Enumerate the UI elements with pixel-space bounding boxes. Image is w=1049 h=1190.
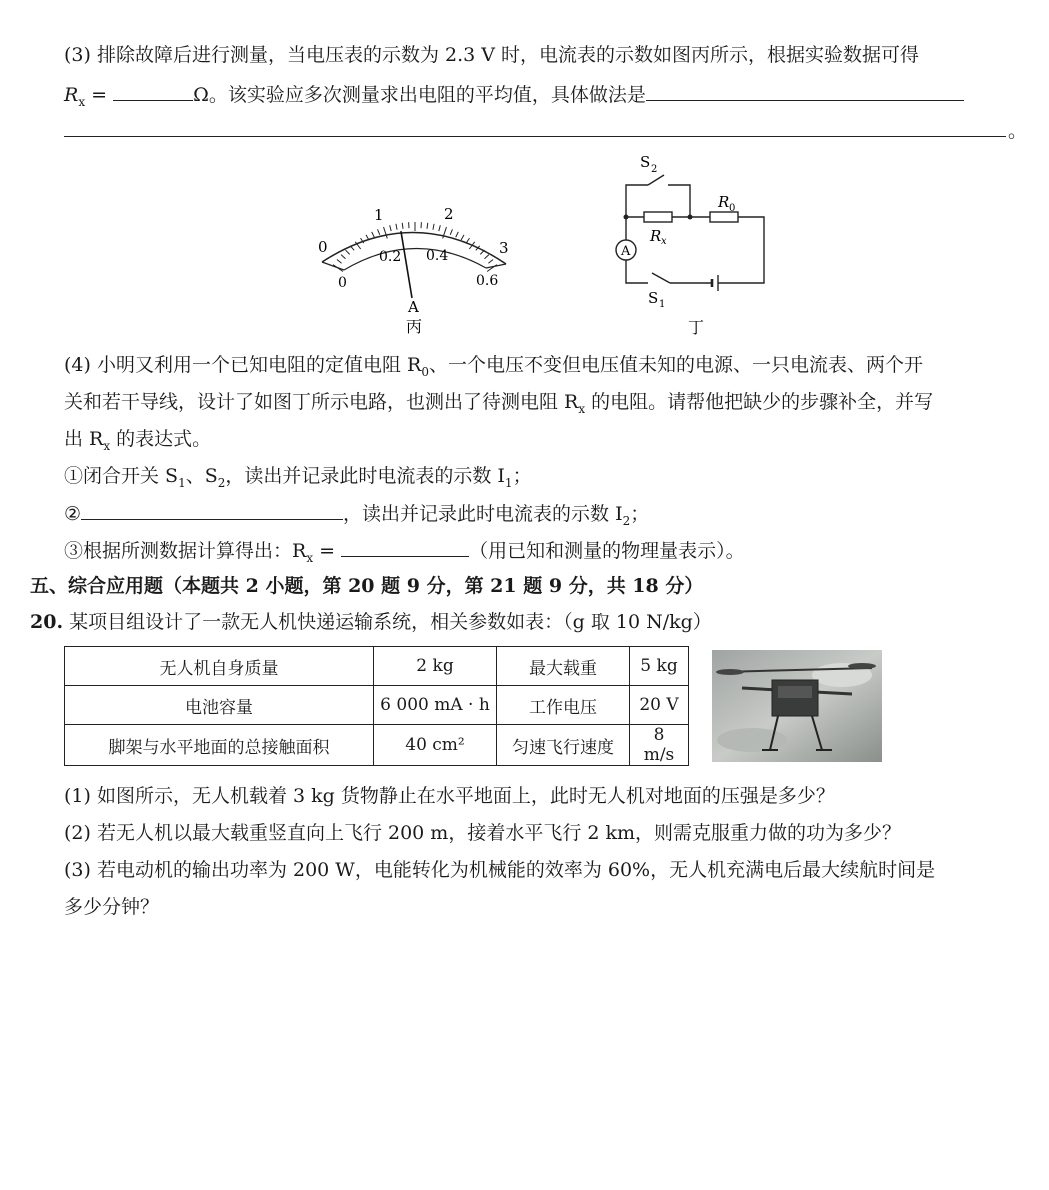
- q3-unit-text: Ω。该实验应多次测量求出电阻的平均值，具体做法是: [193, 84, 646, 106]
- r0-sub: 0: [729, 203, 736, 214]
- ammeter-tick: [433, 224, 434, 230]
- ammeter-unit: A: [408, 298, 419, 316]
- equals: =: [85, 84, 114, 106]
- rx-subscript: x: [78, 94, 86, 109]
- q20-stem: 20. 某项目组设计了一款无人机快递运输系统，相关参数如表：（g 取 10 N/kg）: [30, 611, 712, 633]
- rx-answer-blank[interactable]: [113, 80, 193, 101]
- q4-step2: ② ，读出并记录此时电流表的示数 $I_2$；: [64, 499, 649, 534]
- table-cell: 40 cm²: [374, 725, 497, 766]
- method-answer-blank-line2[interactable]: [64, 136, 1006, 137]
- top-scale-0: 0: [318, 238, 328, 256]
- ammeter-tick: [488, 260, 493, 264]
- table-cell: 2 kg: [374, 647, 497, 686]
- bottom-scale-04: 0.4: [426, 248, 449, 264]
- bottom-scale-02: 0.2: [379, 249, 402, 265]
- table-cell: 脚架与水平地面的总接触面积: [65, 725, 374, 766]
- table-row: [65, 686, 689, 725]
- section5-title: 五、综合应用题（本题共 2 小题，第 20 题 9 分，第 21 题 9 分，共 18 分）: [30, 575, 704, 597]
- rx-expression-blank[interactable]: [341, 536, 469, 557]
- q20-number: 20.: [30, 611, 64, 633]
- table-cell: 6 000 mA · h: [374, 686, 497, 725]
- table-cell: 8 m/s: [630, 725, 689, 766]
- ammeter-tick: [333, 265, 343, 272]
- ammeter-tick: [456, 232, 459, 237]
- table-cell: 20 V: [630, 686, 689, 725]
- step2-answer-blank[interactable]: [81, 499, 343, 520]
- drone-photo: [712, 650, 882, 762]
- bottom-scale-0: 0: [338, 275, 347, 291]
- ammeter-tick: [466, 238, 469, 243]
- q20-sub3-line2: 多少分钟？: [64, 896, 160, 918]
- table-cell: 5 kg: [630, 647, 689, 686]
- q4-intro-line1: (4) 小明又利用一个已知电阻的定值电阻 $R_0$、一个电压不变但电压值未知的电源、一只电流表、两个开: [64, 354, 923, 379]
- ammeter-tick: [378, 229, 380, 235]
- figure-bing-caption: 丙: [406, 317, 423, 336]
- q3-line1: (3) 排除故障后进行测量，当电压表的示数为 2.3 V 时，电流表的示数如图丙所示，根据实验数据可得: [64, 44, 920, 66]
- rx-label: R: [650, 227, 662, 245]
- ammeter-tick: [390, 225, 392, 231]
- ammeter-tick: [337, 260, 342, 264]
- q3-end-mark: 。: [1008, 120, 1028, 142]
- figure-ding-caption: 丁: [688, 318, 705, 337]
- ammeter-tick: [484, 255, 488, 259]
- ammeter-needle: [401, 231, 412, 298]
- ammeter-tick: [439, 225, 441, 231]
- table-cell: 工作电压: [497, 686, 630, 725]
- table-row: [65, 725, 689, 766]
- table-cell: 匀速飞行速度: [497, 725, 630, 766]
- table-row: [65, 647, 689, 686]
- ammeter-tick: [450, 229, 452, 235]
- q20-sub1: (1) 如图所示，无人机载着 3 kg 货物静止在水平地面上，此时无人机对地面的压强是多少？: [64, 785, 835, 807]
- q4-intro-line3: 出 $R_x$ 的表达式。: [64, 428, 212, 453]
- s1-sub: 1: [659, 299, 666, 310]
- q4-step3: ③根据所测数据计算得出：$R_x$ = （用已知和测量的物理量表示）。: [64, 536, 745, 571]
- r0-label: R: [718, 193, 730, 211]
- resistor-rx: [644, 212, 672, 222]
- bottom-scale-06: 0.6: [476, 273, 499, 289]
- s2-sub: 2: [651, 164, 658, 175]
- table-cell: 电池容量: [65, 686, 374, 725]
- table-cell: 最大载重: [497, 647, 630, 686]
- s2-label: S: [640, 153, 651, 171]
- ammeter-tick: [461, 235, 464, 240]
- drone-params-table: [64, 646, 689, 766]
- ammeter-tick: [372, 232, 375, 237]
- q3-line2: [64, 80, 964, 115]
- rx-symbol: R: [64, 84, 79, 106]
- ammeter-ticks: [333, 222, 497, 272]
- top-scale-2: 2: [444, 205, 454, 223]
- top-scale-1: 1: [374, 206, 384, 224]
- ammeter-tick: [384, 227, 388, 238]
- rx-sub: x: [661, 236, 667, 247]
- ammeter-tick: [396, 224, 397, 230]
- ammeter-tick: [427, 223, 428, 229]
- ammeter-tick: [341, 255, 345, 259]
- circuit-figure: [600, 145, 780, 340]
- switch-s2: [648, 175, 664, 185]
- top-scale-3: 3: [499, 239, 509, 257]
- ammeter-figure: [300, 190, 530, 340]
- switch-s1: [652, 273, 670, 283]
- s1-label: S: [648, 289, 659, 307]
- ammeter-symbol-letter: A: [621, 244, 631, 259]
- q20-sub3-line1: (3) 若电动机的输出功率为 200 W，电能转化为机械能的效率为 60%，无人机充满电后最大续航时间是: [64, 859, 936, 881]
- q4-step1: ①闭合开关 $S_1$、$S_2$，读出并记录此时电流表的示数 $I_1$；: [64, 465, 532, 490]
- ammeter-tick: [402, 223, 403, 229]
- table-cell: 无人机自身质量: [65, 647, 374, 686]
- ammeter-tick: [346, 250, 350, 254]
- q4-intro-line2: 关和若干导线，设计了如图丁所示电路，也测出了待测电阻 $R_x$ 的电阻。请帮他把缺少的步骤补全，并写: [64, 391, 934, 416]
- q20-sub2: (2) 若无人机以最大载重竖直向上飞行 200 m，接着水平飞行 2 km，则需克服重力做的功为多少？: [64, 822, 902, 844]
- method-answer-blank[interactable]: [646, 80, 964, 101]
- ammeter-inner-arc: [344, 248, 486, 270]
